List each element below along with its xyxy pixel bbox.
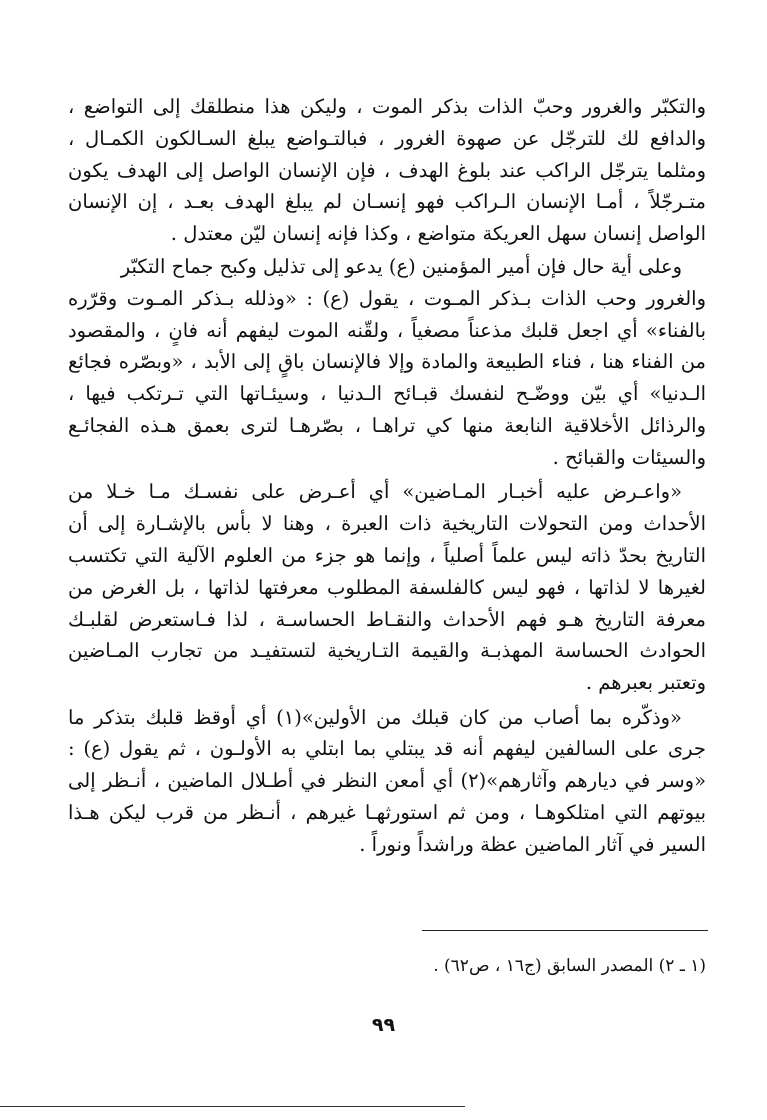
paragraph-3-line-6: الحوادث الحساسة المهذبـة والقيمة التـاريخية لتستفيـد من تجارب المـاضين	[68, 639, 706, 662]
paragraph-2-line-3: بالفناء» أي اجعل قلبك مذعناً مصغياً ، ولقّنه الموت ليفهم أنه فانٍ ، والمقصود	[68, 319, 706, 342]
page-number: ٩٩	[371, 1014, 396, 1036]
paragraph-4-line-4: بيوتهم التي امتلكوهـا ، ومن ثم استورثهـا غيرهم ، أنـظر من قرب ليكن هـذا	[68, 801, 706, 824]
paragraph-2-line-1: وعلى أية حال فإن أمير المؤمنين (ع) يدعو إلى تذليل وكبح جماح التكبّر	[120, 255, 682, 278]
paragraph-2-line-2: والغرور وحب الذات بـذكر المـوت ، يقول (ع) : «وذلله بـذكر المـوت وقرّره	[68, 287, 706, 310]
paragraph-4-line-1: «وذكّره بما أصاب من كان قبلك من الأولين»(١) أي أوقظ قلبك بتذكر ما	[68, 706, 682, 729]
paragraph-1-line-2: والدافع لك للترجّل عن صهوة الغرور ، فبالتـواضع يبلغ السـالكون الكمـال ،	[68, 127, 706, 150]
paragraph-1-line-4: متـرجّلاً ، أمـا الإنسان الـراكب فهو إنسـان لم يبلغ الهدف بعـد ، إن الإنسان	[68, 190, 706, 213]
paragraph-3-line-1: «واعـرض عليه أخبـار المـاضين» أي أعـرض على نفسـك مـا خـلا من	[68, 480, 682, 503]
paragraph-3-line-4: لغيرها لا لذاتها ، فهو ليس كالفلسفة المطلوب معرفتها لذاتها ، بل الغرض من	[68, 576, 706, 599]
paragraph-3-line-2: الأحداث ومن التحولات التاريخية ذات العبرة ، وهنا لا بأس بالإشـارة إلى أن	[68, 512, 706, 535]
paragraph-4-line-3: «وسر في ديارهم وآثارهم»(٢) أي أمعن النظر في أطـلال الماضين ، أنـظر إلى	[68, 769, 707, 792]
paragraph-2-line-7: والسيئات والقبائح .	[552, 446, 706, 469]
paragraph-2-line-4: من الفناء هنا ، فناء الطبيعة والمادة وإلا فالإنسان باقٍ إلى الأبد ، «وبصّره فجائع	[68, 350, 706, 373]
paragraph-1-line-1: والتكبّر والغرور وحبّ الذات بذكر الموت ، وليكن هذا منطلقك إلى التواضع ،	[68, 95, 706, 118]
paragraph-1-line-5: الواصل إنسان سهل العريكة متواضع ، وكذا فإنه إنسان ليّن معتدل .	[170, 222, 706, 245]
footnote-divider	[422, 930, 708, 931]
paragraph-4-line-5: السير في آثار الماضين عظة وراشداً ونوراً .	[359, 833, 706, 856]
paragraph-4-line-2: جرى على السالفين ليفهم أنه قد يبتلي بما ابتلي به الأولـون ، ثم يقول (ع) :	[68, 737, 706, 760]
paragraph-2-line-5: الـدنيا» أي بيّن ووضّـح لنفسك قبـائح الـدنيا ، وسيئـاتها التي تـرتكب فيها ،	[68, 382, 706, 405]
footnote: (١ ـ ٢) المصدر السابق (ج١٦ ، ص٦٢) .	[433, 956, 706, 976]
paragraph-1-line-3: ومثلما يترجّل الراكب عند بلوغ الهدف ، فإن الإنسان الواصل إلى الهدف يكون	[68, 159, 706, 182]
paragraph-3-line-7: وتعتبر بعبرهم .	[585, 671, 706, 694]
paragraph-2-line-6: والرذائل الأخلاقية النابعة منها كي تراهـا ، بصّرهـا لترى بعمق هـذه الفجائـع	[68, 414, 706, 437]
paragraph-3-line-5: معرفة التاريخ هـو فهم الأحداث والنقـاط الحساسـة ، لذا فـاستعرض لقلبـك	[68, 608, 706, 631]
paragraph-3-line-3: التاريخ بحدّ ذاته ليس علماً أصلياً ، وإنما هو جزء من العلوم الآلية التي تكتسب	[68, 544, 706, 567]
bottom-edge-rule	[0, 1106, 465, 1107]
